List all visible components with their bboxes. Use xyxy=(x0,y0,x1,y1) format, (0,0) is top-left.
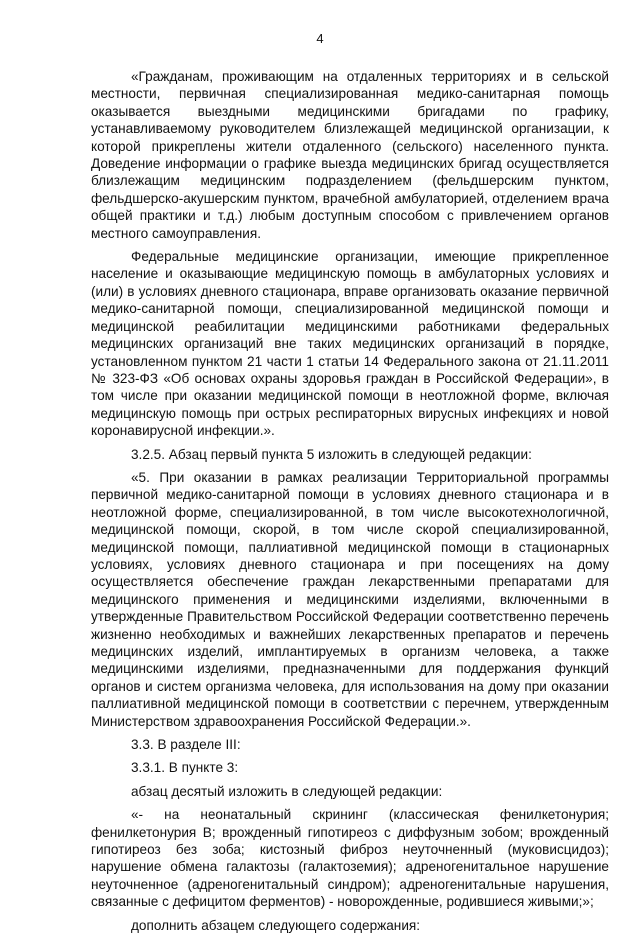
paragraph-neonatal-screening: «- на неонатальный скрининг (классическая фенилкетонурия; фенилкетонурия В; врожденный гипотиреоз с диффузным зобом; врожденный гипотиреоз без зоба; кистозный фиброз неуточненный (муковисцидоз); нарушение обмена галактозы (галактоземия); адреногенитальное нарушение неуточненное (адреногенитальный синдром); адреногенитальные нарушения, связанные с дефицитом ферментов) - новорожденные, родившиеся живыми;»; xyxy=(91,807,609,910)
paragraph-federal-organizations: Федеральные медицинские организации, имеющие прикрепленное население и оказывающие медицинскую помощь в амбулаторных условиях и (или) в условиях дневного стационара, вправе организовать оказание первичной медико-санитарной помощи, специализированной медицинской помощи и медицинской реабилитации медицинскими работниками федеральных медицинских организаций вне таких медицинских организаций в порядке, установленном пунктом 21 части 1 статьи 14 Федерального закона от 21.11.2011 № 323-ФЗ «Об основах охраны здоровья граждан в Российской Федерации», в том числе при оказании медицинской помощи в неотложной форме, включая медицинскую помощь при острых респираторных вирусных инфекциях и новой коронавирусной инфекции.». xyxy=(91,249,609,439)
paragraph-3-2-5: 3.2.5. Абзац первый пункта 5 изложить в следующей редакции: xyxy=(131,446,532,462)
paragraph-3-3: 3.3. В разделе III: xyxy=(131,737,241,753)
page-number: 4 xyxy=(316,31,324,46)
paragraph-3-3-1: 3.3.1. В пункте 3: xyxy=(131,760,239,776)
paragraph-tenth-abzac: абзац десятый изложить в следующей редакции: xyxy=(131,783,443,799)
paragraph-supplement: дополнить абзацем следующего содержания: xyxy=(131,917,421,933)
paragraph-point-5: «5. При оказании в рамках реализации Территориальной программы первичной медико-санитарной помощи в условиях дневного стационара и в неотложной форме, специализированной, в том числе высокотехнологичной, медицинской помощи, скорой, в том числе скорой специализированной, медицинской помощи, паллиативной медицинской помощи в стационарных условиях, условиях дневного стационара и при посещениях на дому осуществляется обеспечение граждан лекарственными препаратами для медицинского применения и медицинскими изделиями, включенными в утвержденные Правительством Российской Федерации соответственно перечень жизненно необходимых и важнейших лекарственных препаратов и перечень медицинских изделий, имплантируемых в организм человека, а также медицинскими изделиями, предназначенными для поддержания функций органов и систем организма человека, для использования на дому при оказании паллиативной медицинской помощи в соответствии с перечнем, утвержденным Министерством здравоохранения Российской Федерации.». xyxy=(91,469,609,729)
document-body xyxy=(91,68,609,940)
paragraph-remote-territories: «Гражданам, проживающим на отдаленных территориях и в сельской местности, первичная специализированная медико-санитарная помощь оказывается выездными медицинскими бригадами по графику, устанавливаемому руководителем близлежащей медицинской организации, к которой прикреплены жители отдаленного (сельского) населенного пункта. Доведение информации о графике выезда медицинских бригад осуществляется близлежащим медицинским подразделением (фельдшерским пунктом, фельдшерско-акушерским пунктом, врачебной амбулаторией, отделением врача общей практики и т.д.) любым доступным способом с привлечением органов местного самоуправления. xyxy=(91,69,609,241)
